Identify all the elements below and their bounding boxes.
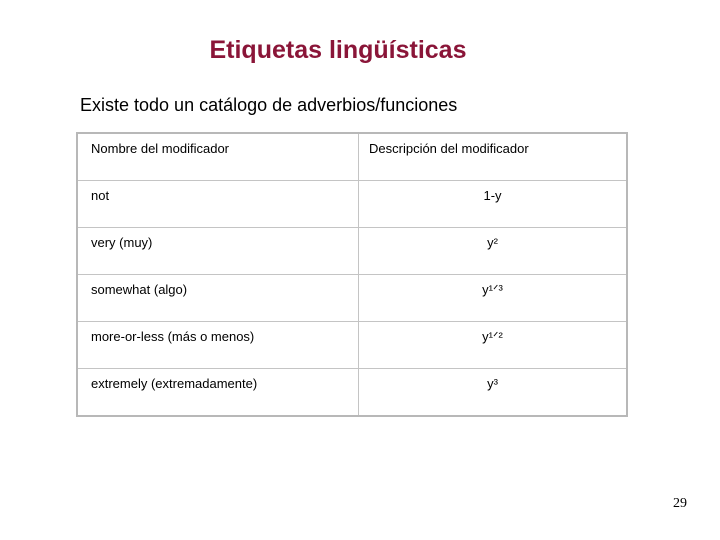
- modifier-name: more-or-less (más o menos): [77, 322, 359, 369]
- modifier-description: y³: [359, 369, 628, 417]
- slide-title: Etiquetas lingüísticas: [209, 36, 467, 64]
- header-modifier-name: Nombre del modificador: [77, 133, 359, 181]
- modifier-description: y¹ᐟ²: [359, 322, 628, 369]
- header-modifier-description: Descripción del modificador: [359, 133, 628, 181]
- page-number: 29: [673, 496, 687, 511]
- modifier-description: y²: [359, 228, 628, 275]
- modifier-name: very (muy): [77, 228, 359, 275]
- table-row: [77, 369, 627, 417]
- table-row: [77, 322, 627, 369]
- table-row: [77, 228, 627, 275]
- table-row: [77, 275, 627, 322]
- modifier-description: 1-y: [359, 181, 628, 228]
- table-header-row: [77, 133, 627, 181]
- modifiers-table: [76, 132, 628, 417]
- modifier-name: somewhat (algo): [77, 275, 359, 322]
- modifier-description: y¹ᐟ³: [359, 275, 628, 322]
- modifier-name: not: [77, 181, 359, 228]
- table-row: [77, 181, 627, 228]
- modifier-name: extremely (extremadamente): [77, 369, 359, 417]
- slide-subtitle: Existe todo un catálogo de adverbios/funciones: [80, 95, 458, 115]
